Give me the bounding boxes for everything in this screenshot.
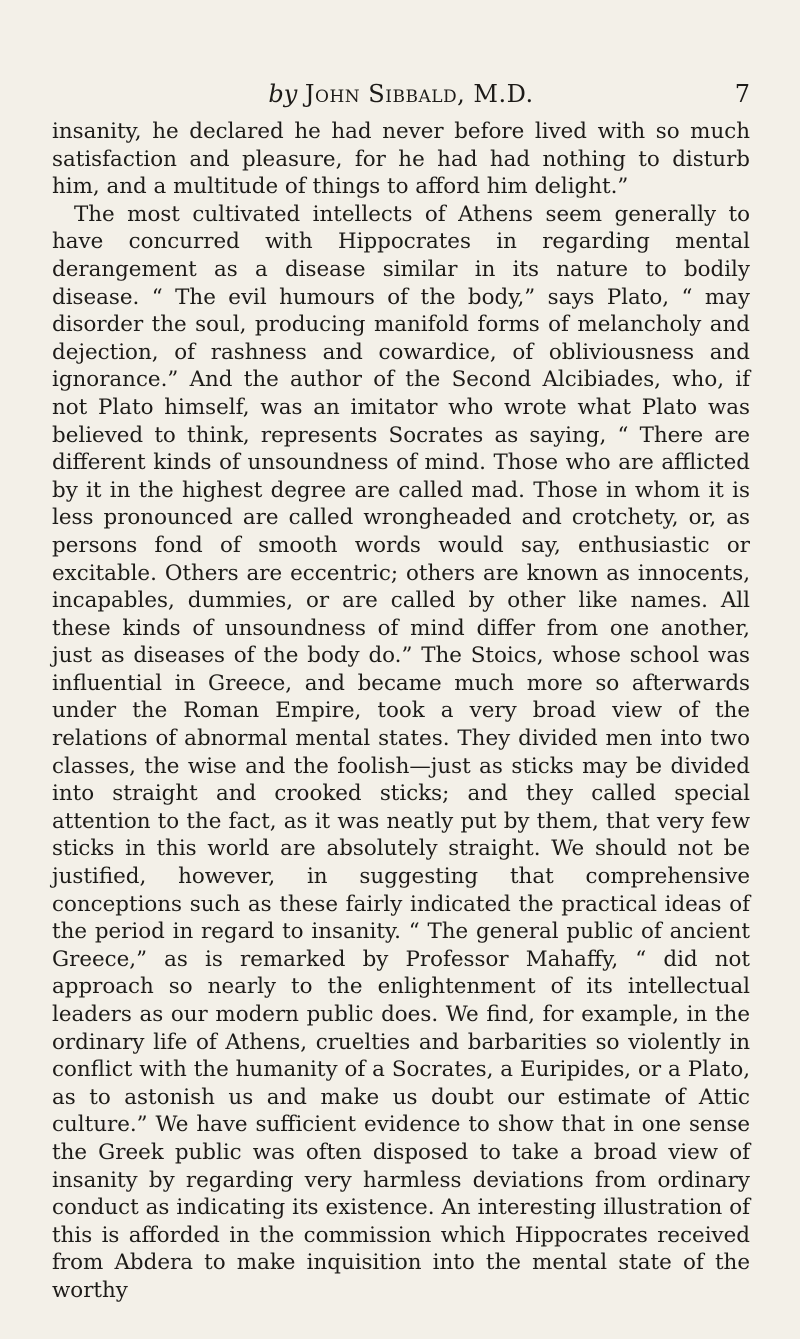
running-head-author <box>52 80 750 108</box>
body-text <box>52 118 750 1305</box>
running-head <box>52 80 750 110</box>
running-head-prefix: by <box>268 80 305 108</box>
paragraph-continued: insanity, he declared he had never before lived with so much satisfaction and pleasure, for he had had nothing to disturb him, and a multitude of things to afford him delight.” <box>52 119 750 200</box>
paragraph: The most cultivated intellects of Athens seem generally to have concurred with Hippocrates in regarding mental derangement as a disease similar in its nature to bodily disease. “ The evil humours of the body,” says Plato, “ may disorder the soul, producing manifold forms of melancholy and dejection, of rashness and cowardice, of obliviousness and ignorance.” And the author of the Second Alcibiades, who, if not Plato himself, was an imitator who wrote what Plato was believed to think, represents Socrates as saying, “ There are different kinds of unsoundness of mind. Those who are afflicted by it in the highest degree are called mad. Those in whom it is less pronounced are called wrongheaded and crotchety, or, as persons fond of smooth words would say, enthusiastic or excitable. Others are eccentric; others are known as innocents, incapables, dummies, or are called by other like names. All these kinds of unsoundness of mind differ from one another, just as diseases of the body do.” The Stoics, whose school was influential in Greece, and became much more so afterwards under the Roman Empire, took a very broad view of the relations of abnormal mental states. They divided men into two classes, the wise and the foolish—just as sticks may be divided into straight and crooked sticks; and they called special attention to the fact, as it was neatly put by them, that very few sticks in this world are absolutely straight. We should not be justified, however, in suggesting that comprehensive conceptions such as these fairly indicated the practical ideas of the period in regard to insanity. “ The general public of ancient Greece,” as is remarked by Professor Mahaffy, “ did not approach so nearly to the enlightenment of its intellectual leaders as our modern public does. We find, for example, in the ordinary life of Athens, cruelties and barbarities so violently in conflict with the humanity of a Socrates, a Euripides, or a Plato, as to astonish us and make us doubt our estimate of Attic culture.” We have sufficient evidence to show that in one sense the Greek public was often disposed to take a broad view of insanity by regarding very harmless deviations from ordinary conduct as indicating its existence. An interesting illustration of this is afforded in the commission which Hippocrates received from Abdera to make inquisition into the mental state of the worthy <box>52 201 750 1303</box>
page-number: 7 <box>734 80 750 108</box>
running-head-name: John Sibbald, M.D. <box>304 80 534 108</box>
